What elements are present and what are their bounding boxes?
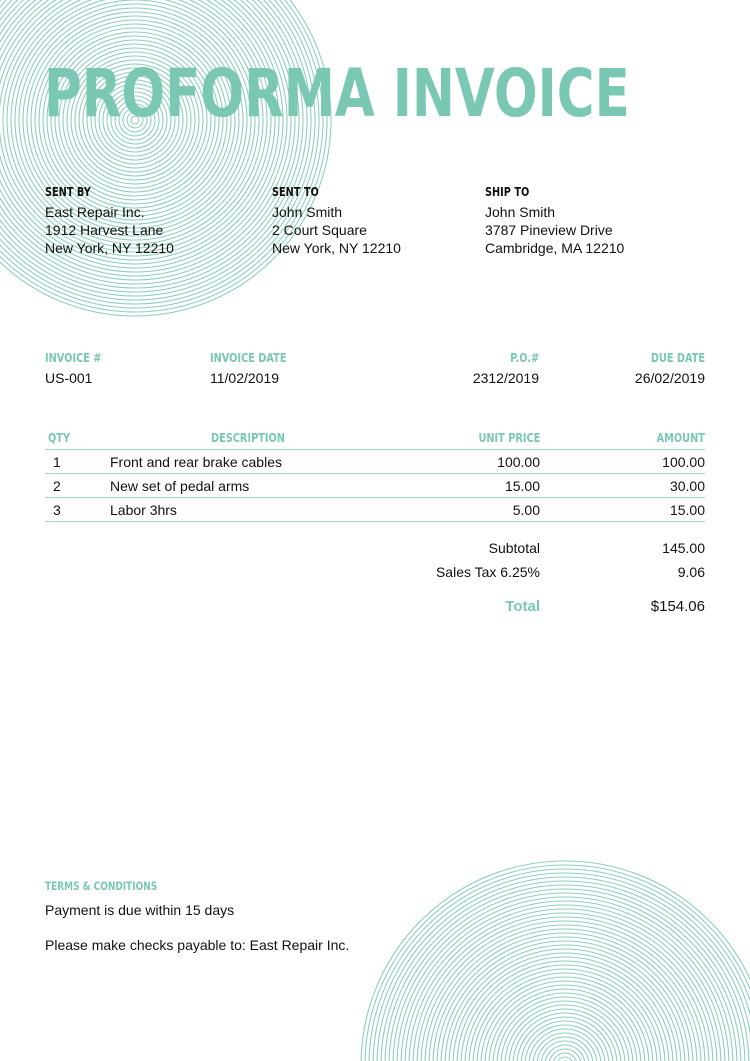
decorative-ring (541, 1041, 589, 1061)
decorative-ring (389, 889, 741, 1061)
decorative-ring (373, 873, 750, 1061)
decorative-ring (489, 989, 641, 1061)
due-date-label: DUE DATE (650, 350, 705, 365)
decorative-ring (397, 897, 733, 1061)
description-cell: New set of pedal arms (110, 478, 250, 494)
top-left-rings (0, 0, 331, 316)
unit-price-cell: 5.00 (512, 502, 540, 518)
sent-to-line: 2 Court Square (272, 222, 367, 238)
decorative-ring (529, 1029, 601, 1061)
subtotal-value: 145.00 (662, 540, 705, 556)
decorative-ring (533, 1033, 597, 1061)
terms-line: Payment is due within 15 days (45, 902, 235, 918)
ship-to-line: John Smith (485, 204, 556, 220)
table-row (45, 498, 705, 522)
decorative-ring (365, 865, 750, 1061)
line-items-table (45, 430, 705, 522)
decorative-ring (413, 913, 717, 1061)
total-row (45, 598, 705, 622)
description-cell: Front and rear brake cables (110, 454, 282, 470)
invoice-number-value: US-001 (45, 370, 93, 386)
ship-to-line: Cambridge, MA 12210 (485, 240, 625, 256)
decorative-ring (497, 997, 633, 1061)
decorative-ring (457, 957, 673, 1061)
qty-header: QTY (48, 430, 71, 445)
decorative-ring (441, 941, 689, 1061)
terms-block (45, 879, 349, 954)
terms-line: Please make checks payable to: East Repair Inc. (45, 937, 350, 953)
qty-cell: 2 (53, 478, 61, 494)
total-label: Total (505, 598, 540, 615)
decorative-ring (437, 937, 693, 1061)
table-header (45, 430, 705, 450)
unit-price-cell: 100.00 (497, 454, 540, 470)
amount-header: AMOUNT (656, 430, 705, 445)
decorative-ring (361, 861, 750, 1061)
terms-label: TERMS & CONDITIONS (45, 879, 158, 893)
invoice-date-value: 11/02/2019 (210, 370, 280, 386)
decorative-ring (553, 1053, 577, 1061)
due-date-value: 26/02/2019 (634, 370, 705, 386)
decorative-ring (433, 933, 697, 1061)
decorative-ring (449, 949, 681, 1061)
amount-cell: 100.00 (662, 454, 705, 470)
tax-label: Sales Tax 6.25% (435, 564, 540, 580)
qty-cell: 1 (53, 454, 61, 470)
bottom-right-rings (361, 861, 750, 1061)
decorative-ring (429, 929, 701, 1061)
decorative-ring (393, 893, 737, 1061)
description-header: DESCRIPTION (211, 430, 285, 445)
qty-cell: 3 (53, 502, 61, 518)
sent-to-label: SENT TO (272, 184, 319, 199)
decorative-ring (481, 981, 649, 1061)
sent-by-line: New York, NY 12210 (45, 240, 174, 256)
decorative-ring (505, 1005, 625, 1061)
sent-by-line: 1912 Harvest Lane (45, 222, 164, 238)
po-number-label: P.O.# (509, 350, 539, 365)
decorative-ring (545, 1045, 585, 1061)
decorative-ring (377, 877, 750, 1061)
decorative-ring (385, 885, 745, 1061)
decorative-ring (461, 961, 669, 1061)
sent-by-line: East Repair Inc. (45, 204, 145, 220)
document-title: PROFORMA INVOICE (44, 55, 630, 132)
decorative-ring (381, 881, 749, 1061)
decorative-ring (493, 993, 637, 1061)
decorative-ring (537, 1037, 593, 1061)
decorative-ring (525, 1025, 605, 1061)
table-row (45, 450, 705, 474)
decorative-ring (0, 0, 327, 312)
decorative-ring (409, 909, 721, 1061)
sent-to-line: John Smith (272, 204, 343, 220)
po-number-value: 2312/2019 (472, 370, 539, 386)
decorative-ring (445, 945, 685, 1061)
decorative-ring (465, 965, 665, 1061)
decorative-ring (0, 0, 319, 304)
decorative-ring (521, 1021, 609, 1061)
invoice-number-field (45, 350, 117, 387)
table-row (45, 474, 705, 498)
amount-cell: 15.00 (669, 502, 705, 518)
decorative-ring (405, 905, 725, 1061)
decorative-ring (0, 0, 331, 316)
subtotal-label: Subtotal (488, 540, 540, 556)
decorative-ring (513, 1013, 617, 1061)
invoice-date-label: INVOICE DATE (210, 350, 287, 365)
tax-row (45, 564, 705, 588)
sent-to-line: New York, NY 12210 (272, 240, 401, 256)
total-value: $154.06 (650, 598, 705, 615)
decorative-ring (401, 901, 729, 1061)
amount-cell: 30.00 (669, 478, 705, 494)
unit-price-cell: 15.00 (504, 478, 540, 494)
decorative-ring (417, 917, 713, 1061)
decorative-ring (453, 953, 677, 1061)
ship-to-label: SHIP TO (485, 184, 530, 199)
ship-to-line: 3787 Pineview Drive (485, 222, 613, 238)
ship-to-block (485, 183, 624, 257)
decorative-ring (0, 0, 323, 308)
invoice-number-label: INVOICE # (45, 350, 102, 365)
decorative-ring (517, 1017, 613, 1061)
invoice-date-field (210, 350, 308, 387)
sent-to-block (272, 183, 401, 257)
sent-by-block (45, 183, 174, 257)
decorative-ring (421, 921, 709, 1061)
totals-block (45, 540, 705, 622)
decorative-ring (549, 1049, 581, 1061)
tax-value: 9.06 (677, 564, 705, 580)
sent-by-label: SENT BY (45, 184, 91, 199)
due-date-field (635, 350, 705, 387)
decorative-ring (485, 985, 645, 1061)
decorative-ring (501, 1001, 629, 1061)
decorative-ring (469, 969, 661, 1061)
decorative-ring (509, 1009, 621, 1061)
decorative-ring (425, 925, 705, 1061)
decorative-ring (473, 973, 657, 1061)
decorative-ring (477, 977, 653, 1061)
po-number-field (473, 350, 539, 387)
subtotal-row (45, 540, 705, 564)
description-cell: Labor 3hrs (110, 502, 177, 518)
unit-price-header: UNIT PRICE (478, 430, 540, 445)
decorative-ring (557, 1057, 573, 1061)
decorative-ring (369, 869, 750, 1061)
